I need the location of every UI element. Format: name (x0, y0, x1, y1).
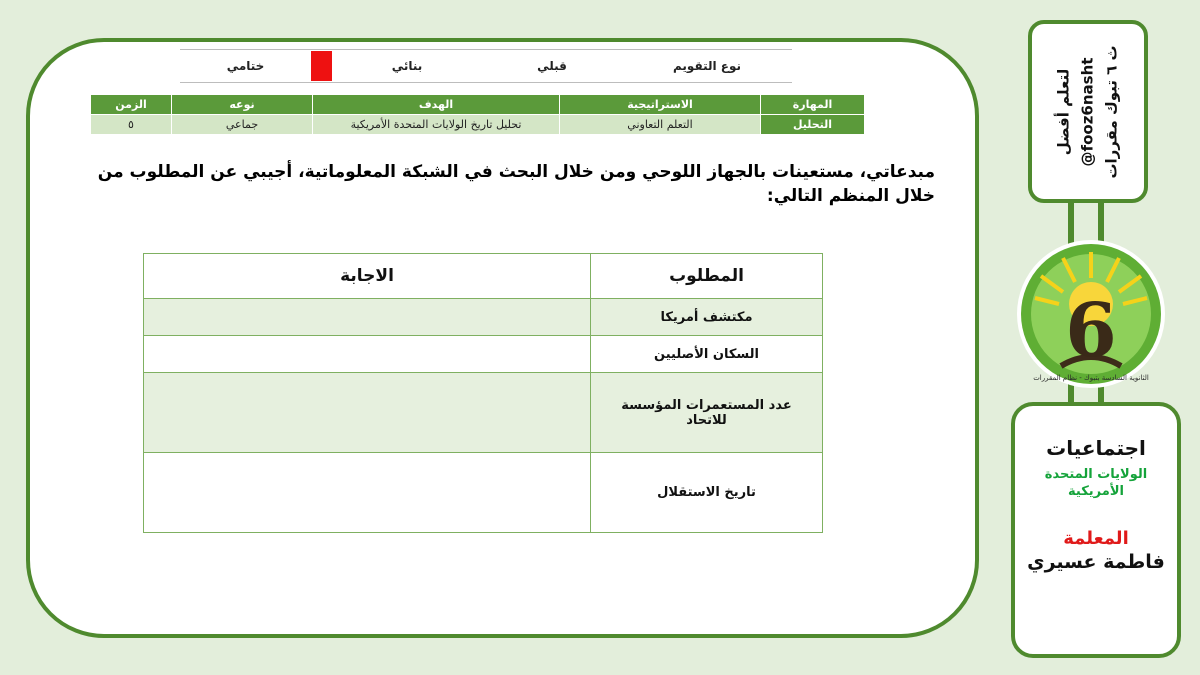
type-value: جماعي (172, 115, 313, 135)
question-cell: عدد المستعمرات المؤسسة للاتحاد (591, 373, 823, 453)
evaluation-type-final: ختامي (226, 59, 265, 73)
instruction-text: مبدعاتي، مستعينات بالجهاز اللوحي ومن خلال البحث في الشبكة المعلوماتية، أجيبي عن المطلوب من خلال المنظم التالي: (97, 162, 935, 206)
subject-title: اجتماعيات (1046, 436, 1146, 460)
school-name: ث ٦ تبوك مقررات (1103, 44, 1122, 179)
evaluation-type-label: نوع التقويم (673, 59, 741, 73)
question-cell: مكتشف أمريكا (591, 299, 823, 336)
question-cell: السكان الأصليين (591, 336, 823, 373)
organizer-header-row (144, 254, 823, 299)
social-card (1028, 20, 1148, 203)
teacher-name: فاطمة عسيري (1027, 551, 1165, 573)
table-row (144, 453, 823, 533)
graphic-organizer (143, 253, 823, 533)
goal-value: تحليل تاريخ الولايات المتحدة الأمريكية (313, 115, 560, 135)
social-tagline: لتعلم أفضل (1055, 68, 1074, 155)
subject-card (1011, 402, 1181, 658)
goal-header: الهدف (313, 95, 560, 115)
type-header: نوعه (172, 95, 313, 115)
skill-value: التحليل (761, 115, 865, 135)
social-handle: @fooz6nasht (1079, 57, 1098, 166)
table-row (144, 299, 823, 336)
skill-table-header-row (91, 95, 865, 115)
lesson-topic-line: الأمريكية (1068, 484, 1124, 499)
skill-table (90, 94, 865, 135)
skill-header: المهارة (761, 95, 865, 115)
answer-cell[interactable] (144, 299, 591, 336)
skill-table-value-row (91, 115, 865, 135)
evaluation-type-pre: قبلي (537, 59, 567, 73)
answer-cell[interactable] (144, 336, 591, 373)
logo-digit: 6 (1065, 288, 1117, 374)
table-row (144, 336, 823, 373)
strategy-header: الاستراتيجية (560, 95, 761, 115)
time-value: ٥ (91, 115, 172, 135)
answer-cell[interactable] (144, 373, 591, 453)
social-card-text (1052, 45, 1124, 178)
time-header: الزمن (91, 95, 172, 115)
lesson-topic-line: الولايات المتحدة (1044, 467, 1148, 482)
table-row (144, 373, 823, 453)
answer-cell[interactable] (144, 453, 591, 533)
lesson-topic (1015, 466, 1177, 500)
evaluation-type-formative: بنائي (391, 59, 423, 73)
required-header: المطلوب (591, 254, 823, 299)
evaluation-type-table (180, 49, 792, 83)
teacher-label: المعلمة (1063, 528, 1129, 549)
strategy-value: التعلم التعاوني (560, 115, 761, 135)
evaluation-selected-marker (311, 50, 332, 82)
logo-school-text: الثانوية السادسة بتبوك - نظام المقررات (1033, 374, 1149, 382)
question-cell: تاريخ الاستقلال (591, 453, 823, 533)
answer-header: الاجابة (144, 254, 591, 299)
school-logo (1015, 238, 1167, 390)
